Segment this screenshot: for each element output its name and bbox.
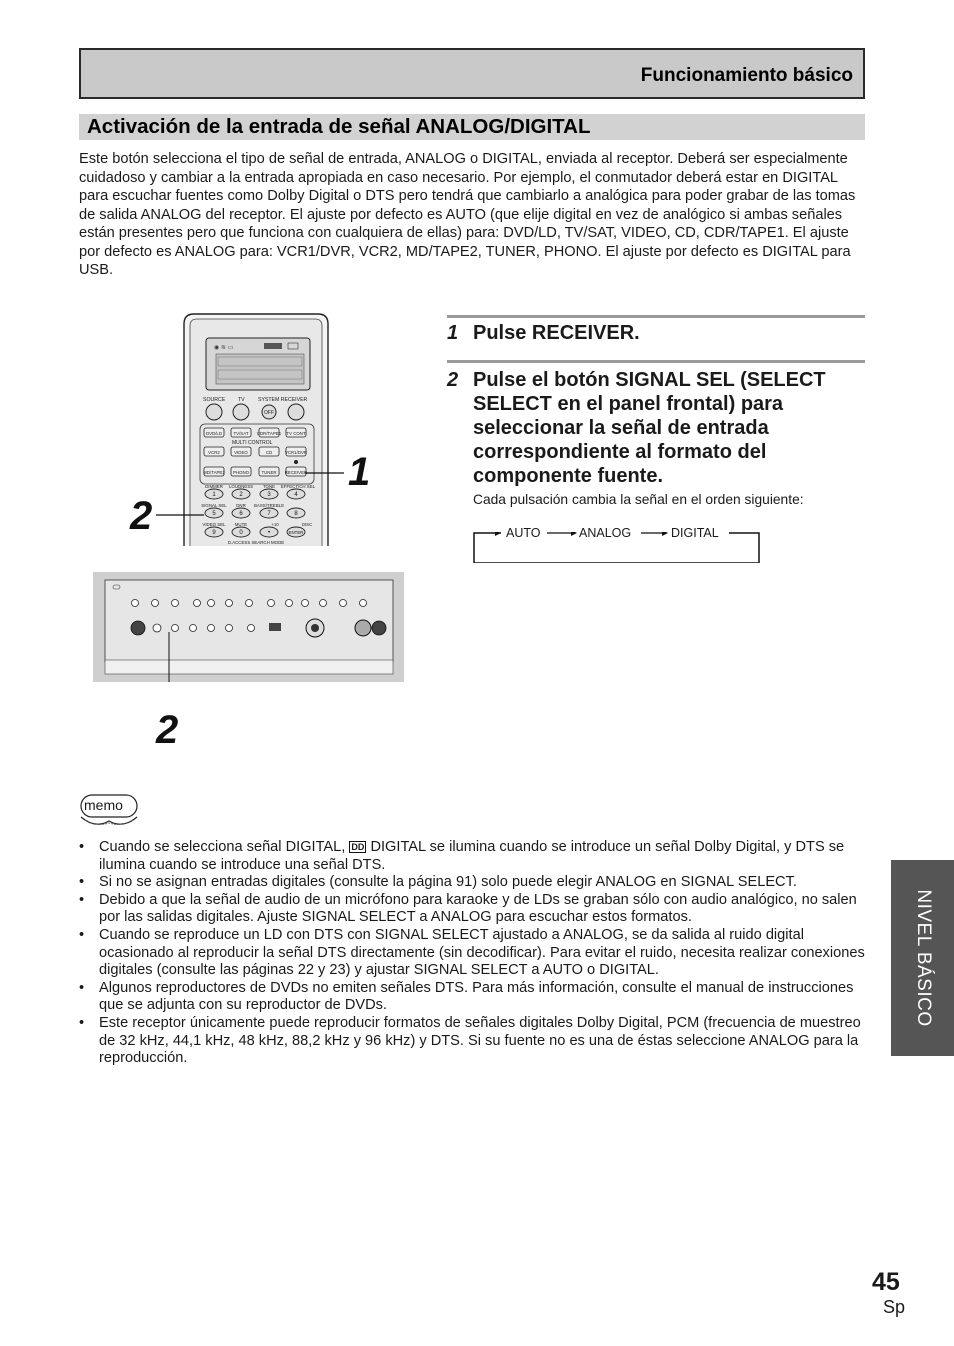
step-2-text: Pulse el botón SIGNAL SEL (SELECT SELECT en el panel frontal) para seleccionar la señal de entrada correspondiente al formato del componente fuente. <box>473 369 826 487</box>
section-label: Funcionamiento básico <box>640 65 853 86</box>
page-language: Sp <box>883 1297 906 1317</box>
intro-paragraph: Este botón selecciona el tipo de señal de entrada, ANALOG o DIGITAL, enviada al receptor. Deberá ser especialmente cuidadoso y cambiar a la entrada apropiada en caso necesario. Por ejemplo, el conmutador deberá estar en DIGITAL para escuchar fuentes como Dolby Digital o DTS pero tendrá que cambiarlo a analógica para poder grabar de las tomas de salida ANALOG del receptor. El ajuste por defecto es AUTO (que elije digital en vez de analógico si ambas señales están presentes pero que funciona con cualquiera de ellas) para: DVD/LD, TV/SAT, VIDEO, CD, CDR/TAPE1. El ajuste por defecto es ANALOG para: VCR1/DVR, VCR2, MD/TAPE2, TUNER, PHONO. El ajuste por defecto es DIGITAL para USB. <box>79 151 856 278</box>
remote-dimmer: DIMMER <box>205 484 223 489</box>
remote-disc: DISC <box>301 522 313 527</box>
remote-digit-4: 4 <box>294 492 298 498</box>
remote-signal-sel: SIGNAL SEL <box>201 503 227 508</box>
section-header-bar <box>79 48 865 99</box>
remote-btn-phono: PHONO <box>232 470 250 475</box>
cycle-auto: AUTO <box>506 526 541 540</box>
remote-btn-tuner: TUNER <box>261 470 277 475</box>
step-1-text: Pulse RECEIVER. <box>473 322 640 344</box>
remote-plus10: +10 <box>271 522 279 527</box>
remote-bottom-label: D.ACCESS SEARCH MODE <box>227 540 285 545</box>
page-number: 45 <box>872 1268 900 1296</box>
side-tab <box>891 860 954 1056</box>
remote-digit-9: 9 <box>212 530 216 536</box>
bullet-item: • Algunos reproductores de DVDs no emiten señales DTS. Para más información, consulte el manual de instrucciones que se adjunta con su reproductor de DVDs. <box>79 979 854 1014</box>
remote-effect: EFFECT/CH SEL <box>280 484 316 489</box>
remote-btn-vcr1: VCR1/DVR <box>284 450 308 455</box>
remote-system-receiver-label: SYSTEM RECEIVER <box>258 397 308 403</box>
callout-2-panel: 2 <box>156 708 179 752</box>
side-tab-label: NIVEL BÁSICO <box>912 889 934 1027</box>
remote-tone: TONE <box>262 484 276 489</box>
remote-bass: BASS/TREBLE <box>253 503 285 508</box>
cycle-analog: ANALOG <box>579 526 632 540</box>
remote-video-sel: VIDEO SEL <box>202 522 226 527</box>
step-1-number: 1 <box>447 322 459 344</box>
bullet-item: • Si no se asignan entradas digitales (consulte la página 91) solo puede elegir ANALOG en SIGNAL SELECT. <box>79 874 797 891</box>
callout-2-remote: 2 <box>130 494 153 538</box>
remote-off-label: OFF <box>264 410 274 416</box>
remote-control-illustration <box>120 310 400 546</box>
remote-btn-vcr2: VCR2 <box>208 450 220 455</box>
remote-tv-label: TV <box>238 397 245 403</box>
step-2-number: 2 <box>447 369 459 391</box>
remote-enter: ENTER <box>288 530 304 535</box>
remote-btn-tvsat: TV/SAT <box>233 431 249 436</box>
remote-digit-1: 1 <box>212 492 216 498</box>
step-2-rule <box>447 360 865 363</box>
remote-digit-7: 7 <box>267 511 271 517</box>
remote-btn-receiver: RECEIVER <box>284 470 308 475</box>
remote-btn-tvcont: TV CONT <box>286 431 306 436</box>
cycle-digital: DIGITAL <box>671 526 719 540</box>
remote-digit-dot: • <box>267 530 271 536</box>
remote-btn-md: MD/TAPE2 <box>203 470 225 475</box>
step-1 <box>447 321 867 345</box>
remote-source-label: SOURCE <box>203 397 226 403</box>
bullet-item: • Cuando se selecciona señal DIGITAL, DD DIGITAL se ilumina cuando se introduce un señal Dolby Digital, y DTS se ilumina cuando se introduce una señal DTS. <box>79 839 845 873</box>
remote-mute: MUTE <box>234 522 248 527</box>
remote-dnr: DNR <box>236 503 246 508</box>
page-title: Activación de la entrada de señal ANALOG/DIGITAL <box>87 115 591 138</box>
remote-digit-8: 8 <box>294 511 298 517</box>
remote-btn-cd: CD <box>265 450 273 455</box>
remote-btn-video: VIDEO <box>234 450 248 455</box>
remote-digit-5: 5 <box>212 511 216 517</box>
bullet-item: • Cuando se reproduce un LD con DTS con SIGNAL SELECT ajustado a ANALOG, se da salida al ruido digital ocasionado al reproducir la señal DTS directamente (sin decodificar). Para evitar el ruido, necesita realizar conexiones digitales (consulte las páginas 22 y 23) y ajustar SIGNAL SELECT a AUTO o DIGITAL. <box>79 926 865 979</box>
dolby-symbol: DD <box>351 842 365 852</box>
memo-icon <box>79 793 139 831</box>
remote-digit-3: 3 <box>267 492 271 498</box>
remote-btn-dvd: DVD/LD <box>205 431 223 436</box>
memo-bullets <box>79 839 869 1068</box>
memo-label: memo <box>84 797 123 813</box>
step-2 <box>447 368 867 488</box>
title-bar <box>79 114 865 140</box>
remote-digit-2: 2 <box>239 492 243 498</box>
signal-cycle-diagram <box>473 526 760 563</box>
svg-text:◉ ≋ ▭: ◉ ≋ ▭ <box>214 345 234 351</box>
remote-loudness: LOUDNESS <box>228 484 254 489</box>
remote-digit-6: 6 <box>239 511 243 517</box>
step-note: Cada pulsación cambia la señal en el orden siguiente: <box>473 492 804 507</box>
bullet-item: • Este receptor únicamente puede reproducir formatos de señales digitales Dolby Digital, PCM (frecuencia de muestreo de 32 kHz, 44,1 kHz, 48 kHz, 88,2 kHz y 96 kHz) y DTS. Si su fuente no es una de éstas seleccione ANALOG para la reproducción. <box>79 1014 861 1067</box>
bullet-item: • Debido a que la señal de audio de un micrófono para karaoke y de LDs se graban sólo con audio analógico, no salen por las salidas digitales. Ajuste SIGNAL SELECT a ANALOG para escuchar estos formatos. <box>79 891 857 926</box>
callout-1: 1 <box>348 450 371 494</box>
remote-btn-cdr: CDR/TAPE1 <box>256 431 282 436</box>
step-1-rule <box>447 315 865 318</box>
front-panel-illustration <box>93 572 404 682</box>
remote-digit-0: 0 <box>239 530 243 536</box>
remote-multi-control-label: MULTI CONTROL <box>232 440 273 446</box>
